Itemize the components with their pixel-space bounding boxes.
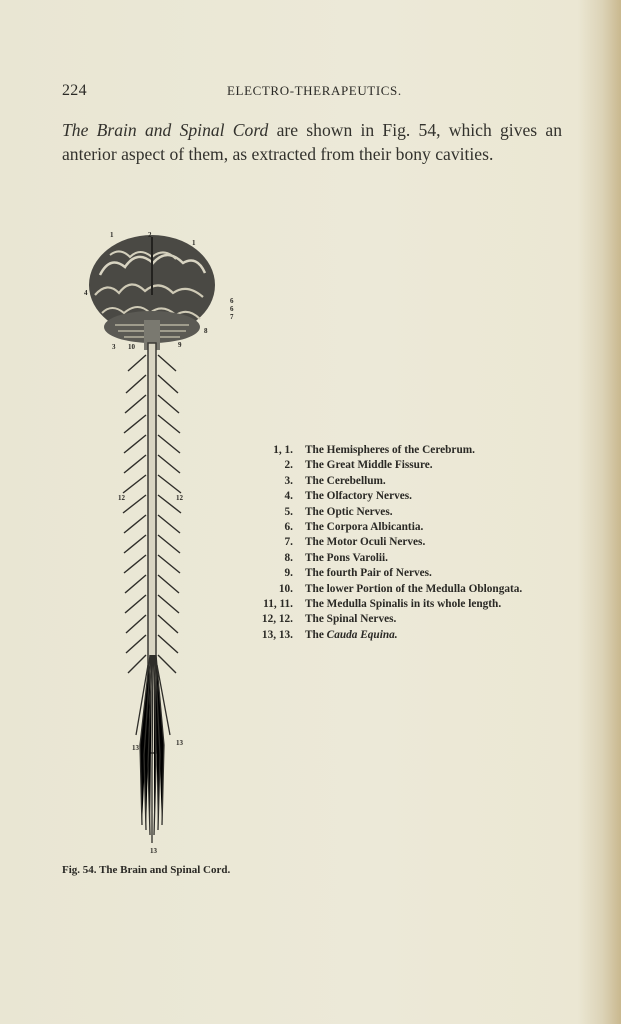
legend-row: 12, 12. The Spinal Nerves. [261,613,397,626]
legend-row: 11, 11. The Medulla Spinalis in its whole length. [263,598,502,611]
brain-spinal-cord-illustration [80,225,240,865]
legend-row: 9. The fourth Pair of Nerves. [284,567,432,580]
running-head [62,82,562,102]
figure-legend [248,443,578,643]
figure-label: 7 [230,313,234,321]
legend-row: 5. The Optic Nerves. [284,505,393,518]
legend-row: 13, 13. The Cauda Equina. [261,628,398,641]
page-number: 224 [62,82,87,99]
legend-row: 10. The lower Portion of the Medulla Oblongata. [278,582,523,595]
figure-label: 13 [132,744,139,752]
figure-label: 10 [128,343,135,351]
legend-row: 7. The Motor Oculi Nerves. [284,536,426,549]
legend-row: 1, 1. The Hemispheres of the Cerebrum. [273,444,475,456]
figure-label: 12 [118,494,125,502]
legend-row: 6. The Corpora Albicantia. [284,521,424,534]
legend-row: 3. The Cerebellum. [284,474,386,487]
figure-svg [80,225,240,865]
figure-label: 3 [112,343,116,351]
intro-italic-lead: The Brain and Spinal Cord [62,120,269,140]
figure-label: 13 [150,847,157,855]
figure-label: 8 [204,327,208,335]
figure-label: 9 [178,341,182,349]
figure-label: 13 [176,739,183,747]
figure-label: 1 [110,231,114,239]
figure-label: 2 [148,231,152,239]
figure-label: 6 [230,305,234,313]
legend-row: 8. The Pons Varolii. [284,551,388,564]
figure-label: 12 [176,494,183,502]
figure-label: 4 [84,289,88,297]
figure-label: 1 [192,239,196,247]
legend-row: 4. The Olfactory Nerves. [284,490,412,503]
intro-text: are shown in Fig. 54, which gives an anterior aspect of them, as extracted from their bony cavities. [62,120,562,164]
intro-paragraph [62,118,562,166]
figure-label: 6 [230,297,234,305]
figure-caption: Fig. 54. The Brain and Spinal Cord. [62,864,231,876]
legend-row: 2. The Great Middle Fissure. [284,459,433,472]
running-title: ELECTRO-THERAPEUTICS. [227,83,402,98]
